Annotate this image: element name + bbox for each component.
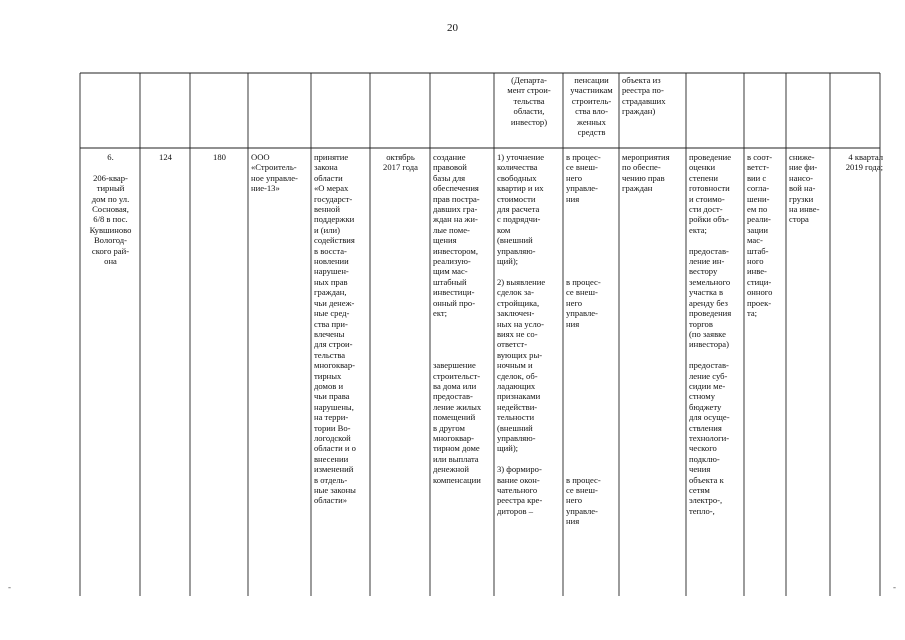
participants-count-cell: 180	[213, 152, 226, 162]
rights-measures-cell: мероприятия по обеспе- чению прав граждан	[622, 152, 670, 194]
header-cell-col8: (Департа- мент строи- тельства области, инвестор)	[507, 75, 551, 127]
right-margin-mark: -	[893, 582, 896, 592]
burden-reduction-cell: сниже- ние фи- нансо- вой на- грузки на инве- стора	[789, 152, 820, 225]
header-cell-col10: объекта из реестра по- страдавших граждан)	[622, 75, 666, 117]
agreement-cell: в соот- ветст- вии с согла- шени- ем по реали- зации мас- штаб- ного инве- стици- онного проек- та;	[747, 152, 773, 319]
support-measures-cell: проведение оценки степени готовности и стоимо- сти дост- ройки объ- екта; предостав- ление ин- вестору земельного участка в аренду без проведения торгов (по заявке инвестора) предостав- ление суб- сидии ме- стному бюджету для осуще- ствления технологи- ческого подклю- чения объекта к сетям электро-, тепло-,	[689, 152, 732, 516]
completion-date-cell: 4 квартал 2019 года;	[845, 152, 883, 173]
apartments-count-cell: 124	[159, 152, 172, 162]
measures-cell: принятие закона области «О мерах государст- венной поддержки и (или) содействия в восста- новлении нарушен- ных прав граждан, чьи денеж- ные сред- ства при- влечены для строи- тельства многоквар- тирных домов и чьи права нарушены, на терри- тории Во- логодской области и о внесении изменений в отдель- ные законы области»	[314, 152, 356, 506]
left-margin-mark: -	[8, 582, 11, 592]
page-number: 20	[447, 22, 458, 34]
header-cell-col9: пенсации участникам строитель- ства вло- женных средств	[570, 75, 613, 138]
developer-cell: ООО «Строитель- ное управле- ние-13»	[251, 152, 298, 194]
actions-cell: 1) уточнение количества свободных квартир и их стоимости для расчета с подрядчи- ком (внешний управляю- щий); 2) выявление сделок за- стройщика, заключен- ных на усло- виях не со- ответст- вующих ры- ночным и сделок, об- ладающих признаками недействи- тельности (внешний управляю- щий); 3) формиро- вание окон- чательного реестра кре- диторов –	[497, 152, 546, 516]
goals-cell: создание правовой базы для обеспечения прав постра- давших гра- ждан на жи- лые поме- щения инвестором, реализую- щим мас- штабный инвестици- онный про- ект; завершение строительст- ва дома или предостав- ление жилых помещений в другом многоквар- тирном доме или выплата денежной компенсации	[433, 152, 482, 485]
deadline-cell: октябрь 2017 года	[383, 152, 418, 173]
object-name-cell: 6. 206-квар- тирный дом по ул. Сосновая, 6/8 в пос. Кувшиново Вологод- ского рай- она	[89, 152, 132, 267]
status-cell: в процес- се внеш- него управле- ния в процес- се внеш- него управле- ния в процес- се внеш- него управле- ния	[566, 152, 601, 527]
